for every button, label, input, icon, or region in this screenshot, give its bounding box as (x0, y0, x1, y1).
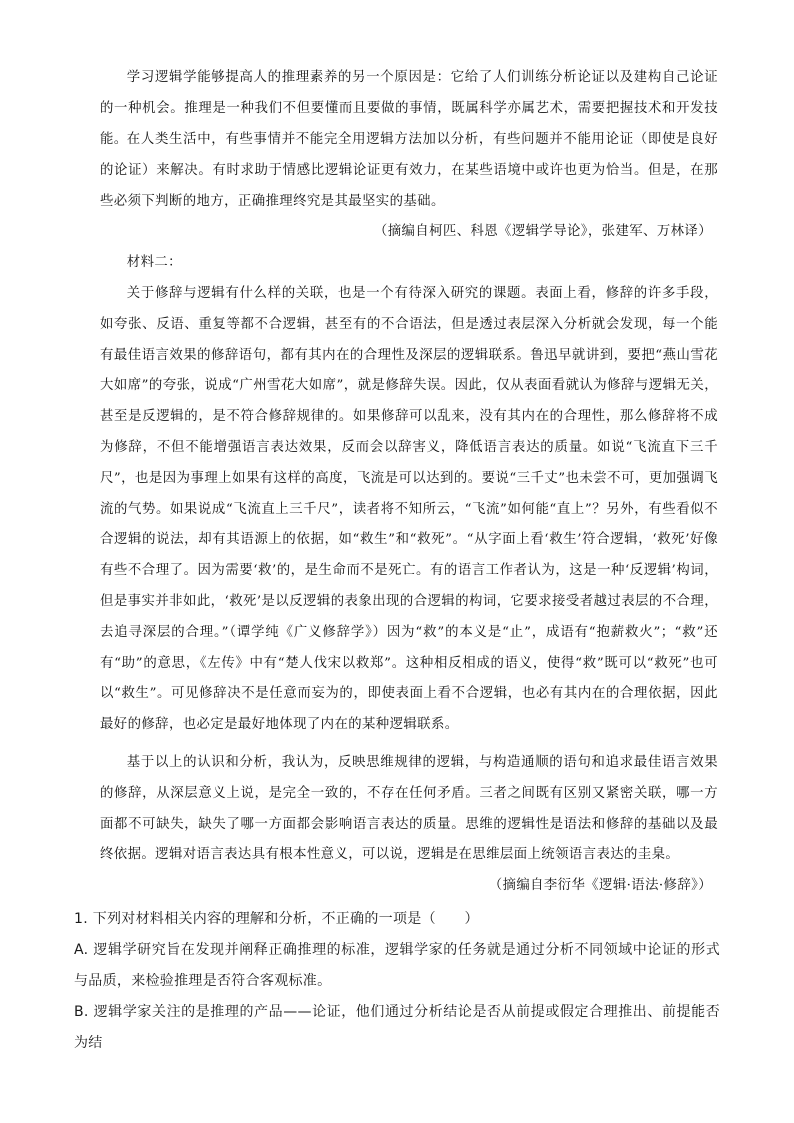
material2-paragraph-1: 关于修辞与逻辑有什么样的关联，也是一个有待深入研究的课题。表面上看，修辞的许多手段，如夸张、反语、重复等都不合逻辑，甚至有的不合语法，但是透过表层深入分析就会发现，每一个能有最佳语言效果的修辞语句，都有其内在的合理性及深层的逻辑联系。鲁迅早就讲到，要把“燕山雪花大如席”的夸张，说成“广州雪花大如席”，就是修辞失误。因此，仅从表面看就认为修辞与逻辑无关，甚至是反逻辑的，是不符合修辞规律的。如果修辞可以乱来，没有其内在的合理性，那么修辞将不成为修辞，不但不能增强语言表达效果，反而会以辞害义，降低语言表达的质量。如说“飞流直下三千尺”，也是因为事理上如果有这样的高度，飞流是可以达到的。要说“三千丈”也未尝不可，更加强调飞流的气势。如果说成“飞流直上三千尺”，读者将不知所云，“飞流”如何能“直上”？另外，有些看似不合逻辑的说法，却有其语源上的依据，如“救生”和“救死”。“从字面上看‘救生’符合逻辑，‘救死’好像有些不合理了。因为需要‘救’的，是生命而不是死亡。有的语言工作者认为，这是一种‘反逻辑’构词，但是事实并非如此，‘救死’是以反逻辑的表象出现的合逻辑的构词，它要求接受者越过表层的不合理，去追寻深层的合理。”（谭学纯《广义修辞学》）因为“救”的本义是“止”，成语有“抱薪救火”；“救”还有“助”的意思，《左传》中有“楚人伐宋以救郑”。这种相反相成的语义，使得“救”既可以“救死”也可以“救生”。可见修辞决不是任意而妄为的，即使表面上看不合逻辑，也必有其内在的合理依据，因此最好的修辞，也必定是最好地体现了内在的某种逻辑联系。 (100, 286, 718, 733)
material1-paragraph-1: 学习逻辑学能够提高人的推理素养的另一个原因是：它给了人们训练分析论证以及建构自己论证的一种机会。推理是一种我们不但要懂而且要做的事情，既属科学亦属艺术，需要把握技术和开发技能。 (100, 70, 718, 147)
material2-heading: 材料二： (126, 255, 182, 270)
material1-paragraph-2: 在人类生活中，有些事情并不能完全用逻辑方法加以分析，有些问题并不能用论证（即使是良好的论证）来解决。有时求助于情感比逻辑论证更有效力，在某些语境中或许也更为恰当。但是，在那些必须下判断的地方，正确推理终究是其最坚实的基础。 (100, 132, 718, 209)
material2-paragraph-2: 基于以上的认识和分析，我认为，反映思维规律的逻辑，与构造通顺的语句和追求最佳语言效果的修辞，从深层意义上说，是完全一致的，不存在任何矛盾。三者之间既有区别又紧密关联，哪一方面都不可缺失，缺失了哪一方面都会影响语言表达的质量。思维的逻辑性是语法和修辞的基础以及最终依据。逻辑对语言表达具有根本性意义，可以说，逻辑是在思维层面上统领语言表达的圭臬。 (100, 755, 718, 863)
question-1-option-a: A. 逻辑学研究旨在发现并阐释正确推理的标准，逻辑学家的任务就是通过分析不同领域中论证的形式与品质，来检验推理是否符合客观标准。 (74, 942, 720, 989)
question-1-stem: 1. 下列对材料相关内容的理解和分析，不正确的一项是（ ） (74, 911, 479, 927)
material1-source: （摘编自柯匹、科恩《逻辑学导论》，张建军、万林译） (373, 224, 712, 239)
question-1-option-b: B. 逻辑学家关注的是推理的产品——论证，他们通过分析结论是否从前提或假定合理推出、前提能否为结 (74, 1004, 720, 1051)
material2-source: （摘编自李衍华《逻辑·语法·修辞》） (488, 878, 712, 893)
